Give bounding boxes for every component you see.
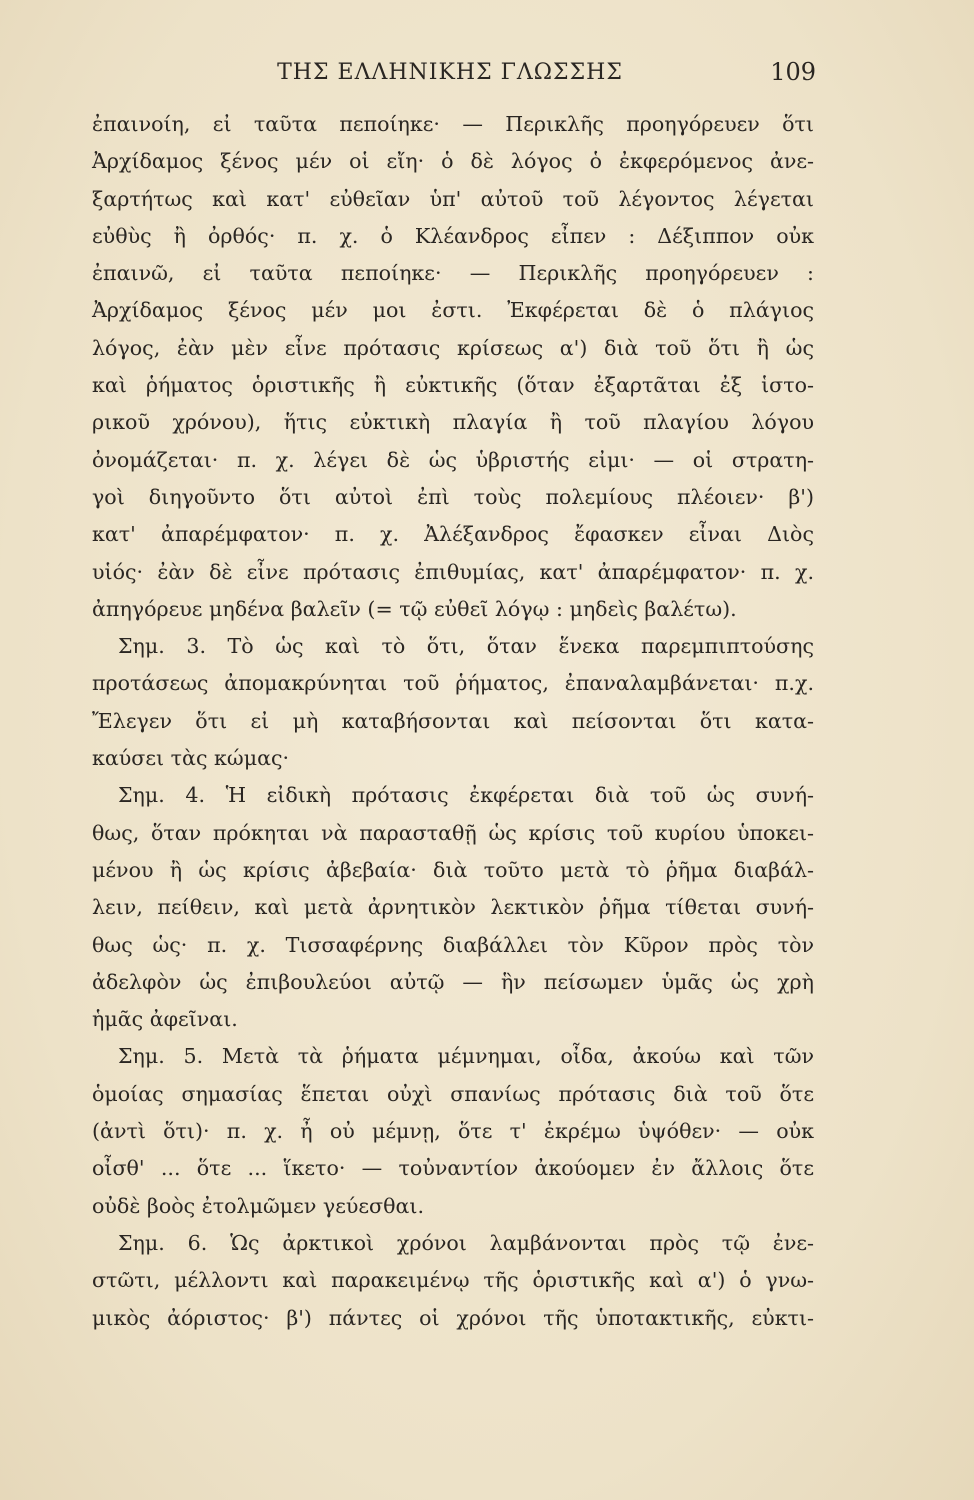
text-line: καύσει τὰς κώμας· <box>92 746 290 771</box>
page-header <box>90 58 816 92</box>
text-line: εὐθὺς ἢ ὀρθός· π. χ. ὁ Κλέανδρος εἶπεν : Δέξιππον οὐκ <box>92 223 814 248</box>
text-line: ὀνομάζεται· π. χ. λέγει δὲ ὡς ὑβριστής εἰμι· — οἱ στρατη- <box>92 447 814 472</box>
text-line: μικὸς ἀόριστος· β') πάντες οἱ χρόνοι τῆς ὑποτακτικῆς, εὐκτι- <box>92 1305 814 1330</box>
body-text <box>92 106 814 1337</box>
text-line: ρικοῦ χρόνου), ἥτις εὐκτικὴ πλαγία ἢ τοῦ πλαγίου λόγου <box>92 410 814 435</box>
text-line: θως, ὅταν πρόκηται νὰ παρασταθῇ ὡς κρίσις τοῦ κυρίου ὑποκει- <box>92 820 814 845</box>
text-line: Σημ. 3. Τὸ ὡς καὶ τὸ ὅτι, ὅταν ἕνεκα παρεμπιπτούσης <box>118 634 814 659</box>
text-line: θως ὡς· π. χ. Τισσαφέρνης διαβάλλει τὸν Κῦρον πρὸς τὸν <box>92 932 814 957</box>
text-line: καὶ ῥήματος ὁριστικῆς ἢ εὐκτικῆς (ὅταν ἐξαρτᾶται ἐξ ἱστο- <box>92 373 814 398</box>
page-number: 109 <box>770 58 816 86</box>
text-line: στῶτι, μέλλοντι καὶ παρακειμένῳ τῆς ὁριστικῆς καὶ α') ὁ γνω- <box>92 1268 814 1293</box>
text-line: οὐδὲ βοὸς ἐτολμῶμεν γεύεσθαι. <box>92 1193 425 1218</box>
text-line: ἀδελφὸν ὡς ἐπιβουλεύοι αὐτῷ — ἣν πείσωμεν ὑμᾶς ὡς χρὴ <box>92 969 814 994</box>
text-line: ξαρτήτως καὶ κατ' εὐθεῖαν ὑπ' αὐτοῦ τοῦ λέγοντος λέγεται <box>92 186 814 211</box>
text-line: ἐπαινῶ, εἰ ταῦτα πεποίηκε· — Περικλῆς προηγόρευεν : <box>92 261 814 286</box>
text-line: ἀπηγόρευε μηδένα βαλεῖν (= τῷ εὐθεῖ λόγῳ : μηδεὶς βαλέτω). <box>92 596 737 621</box>
text-line: Ἀρχίδαμος ξένος μέν οἱ εἴη· ὁ δὲ λόγος ὁ ἐκφερόμενος ἀνε- <box>92 149 814 174</box>
text-line: ἐπαινοίη, εἰ ταῦτα πεποίηκε· — Περικλῆς προηγόρευεν ὅτι <box>92 112 814 136</box>
text-line: Σημ. 5. Μετὰ τὰ ῥήματα μέμνημαι, οἶδα, ἀκούω καὶ τῶν <box>118 1044 814 1069</box>
running-head: ΤΗΣ ΕΛΛΗΝΙΚΗΣ ΓΛΩΣΣΗΣ <box>277 60 623 85</box>
text-line: (ἀντὶ ὅτι)· π. χ. ἦ οὐ μέμνῃ, ὅτε τ' ἐκρέμω ὑψόθεν· — οὐκ <box>92 1119 814 1144</box>
text-line: ἡμᾶς ἀφεῖναι. <box>92 1007 238 1032</box>
text-line: υἱός· ἐὰν δὲ εἶνε πρότασις ἐπιθυμίας, κατ' ἀπαρέμφατον· π. χ. <box>92 559 814 584</box>
text-line: Ἔλεγεν ὅτι εἰ μὴ καταβήσονται καὶ πείσονται ὅτι κατα- <box>92 708 814 733</box>
text-line: ὁμοίας σημασίας ἕπεται οὐχὶ σπανίως πρότασις διὰ τοῦ ὅτε <box>92 1081 814 1106</box>
text-line: μένου ἢ ὡς κρίσις ἀβεβαία· διὰ τοῦτο μετὰ τὸ ῥῆμα διαβάλ- <box>92 857 814 882</box>
text-line: οἶσθ' ... ὅτε ... ἵκετο· — τοὐναντίον ἀκούομεν ἐν ἄλλοις ὅτε <box>92 1156 814 1181</box>
text-line: γοὶ διηγοῦντο ὅτι αὐτοὶ ἐπὶ τοὺς πολεμίους πλέοιεν· β') <box>92 484 814 509</box>
text-line: Σημ. 4. Ἡ εἰδικὴ πρότασις ἐκφέρεται διὰ τοῦ ὡς συνή- <box>118 783 814 808</box>
text-line: Σημ. 6. Ὡς ἀρκτικοὶ χρόνοι λαμβάνονται πρὸς τῷ ἐνε- <box>118 1230 814 1255</box>
text-line: λειν, πείθειν, καὶ μετὰ ἀρνητικὸν λεκτικὸν ῥῆμα τίθεται συνή- <box>92 895 814 920</box>
text-line: κατ' ἀπαρέμφατον· π. χ. Ἀλέξανδρος ἔφασκεν εἶναι Διὸς <box>92 522 814 547</box>
text-line: Ἀρχίδαμος ξένος μέν μοι ἐστι. Ἐκφέρεται δὲ ὁ πλάγιος <box>92 298 814 323</box>
text-line: προτάσεως ἀπομακρύνηται τοῦ ῥήματος, ἐπαναλαμβάνεται· π.χ. <box>92 671 814 696</box>
text-line: λόγος, ἐὰν μὲν εἶνε πρότασις κρίσεως α') διὰ τοῦ ὅτι ἢ ὡς <box>92 335 814 360</box>
